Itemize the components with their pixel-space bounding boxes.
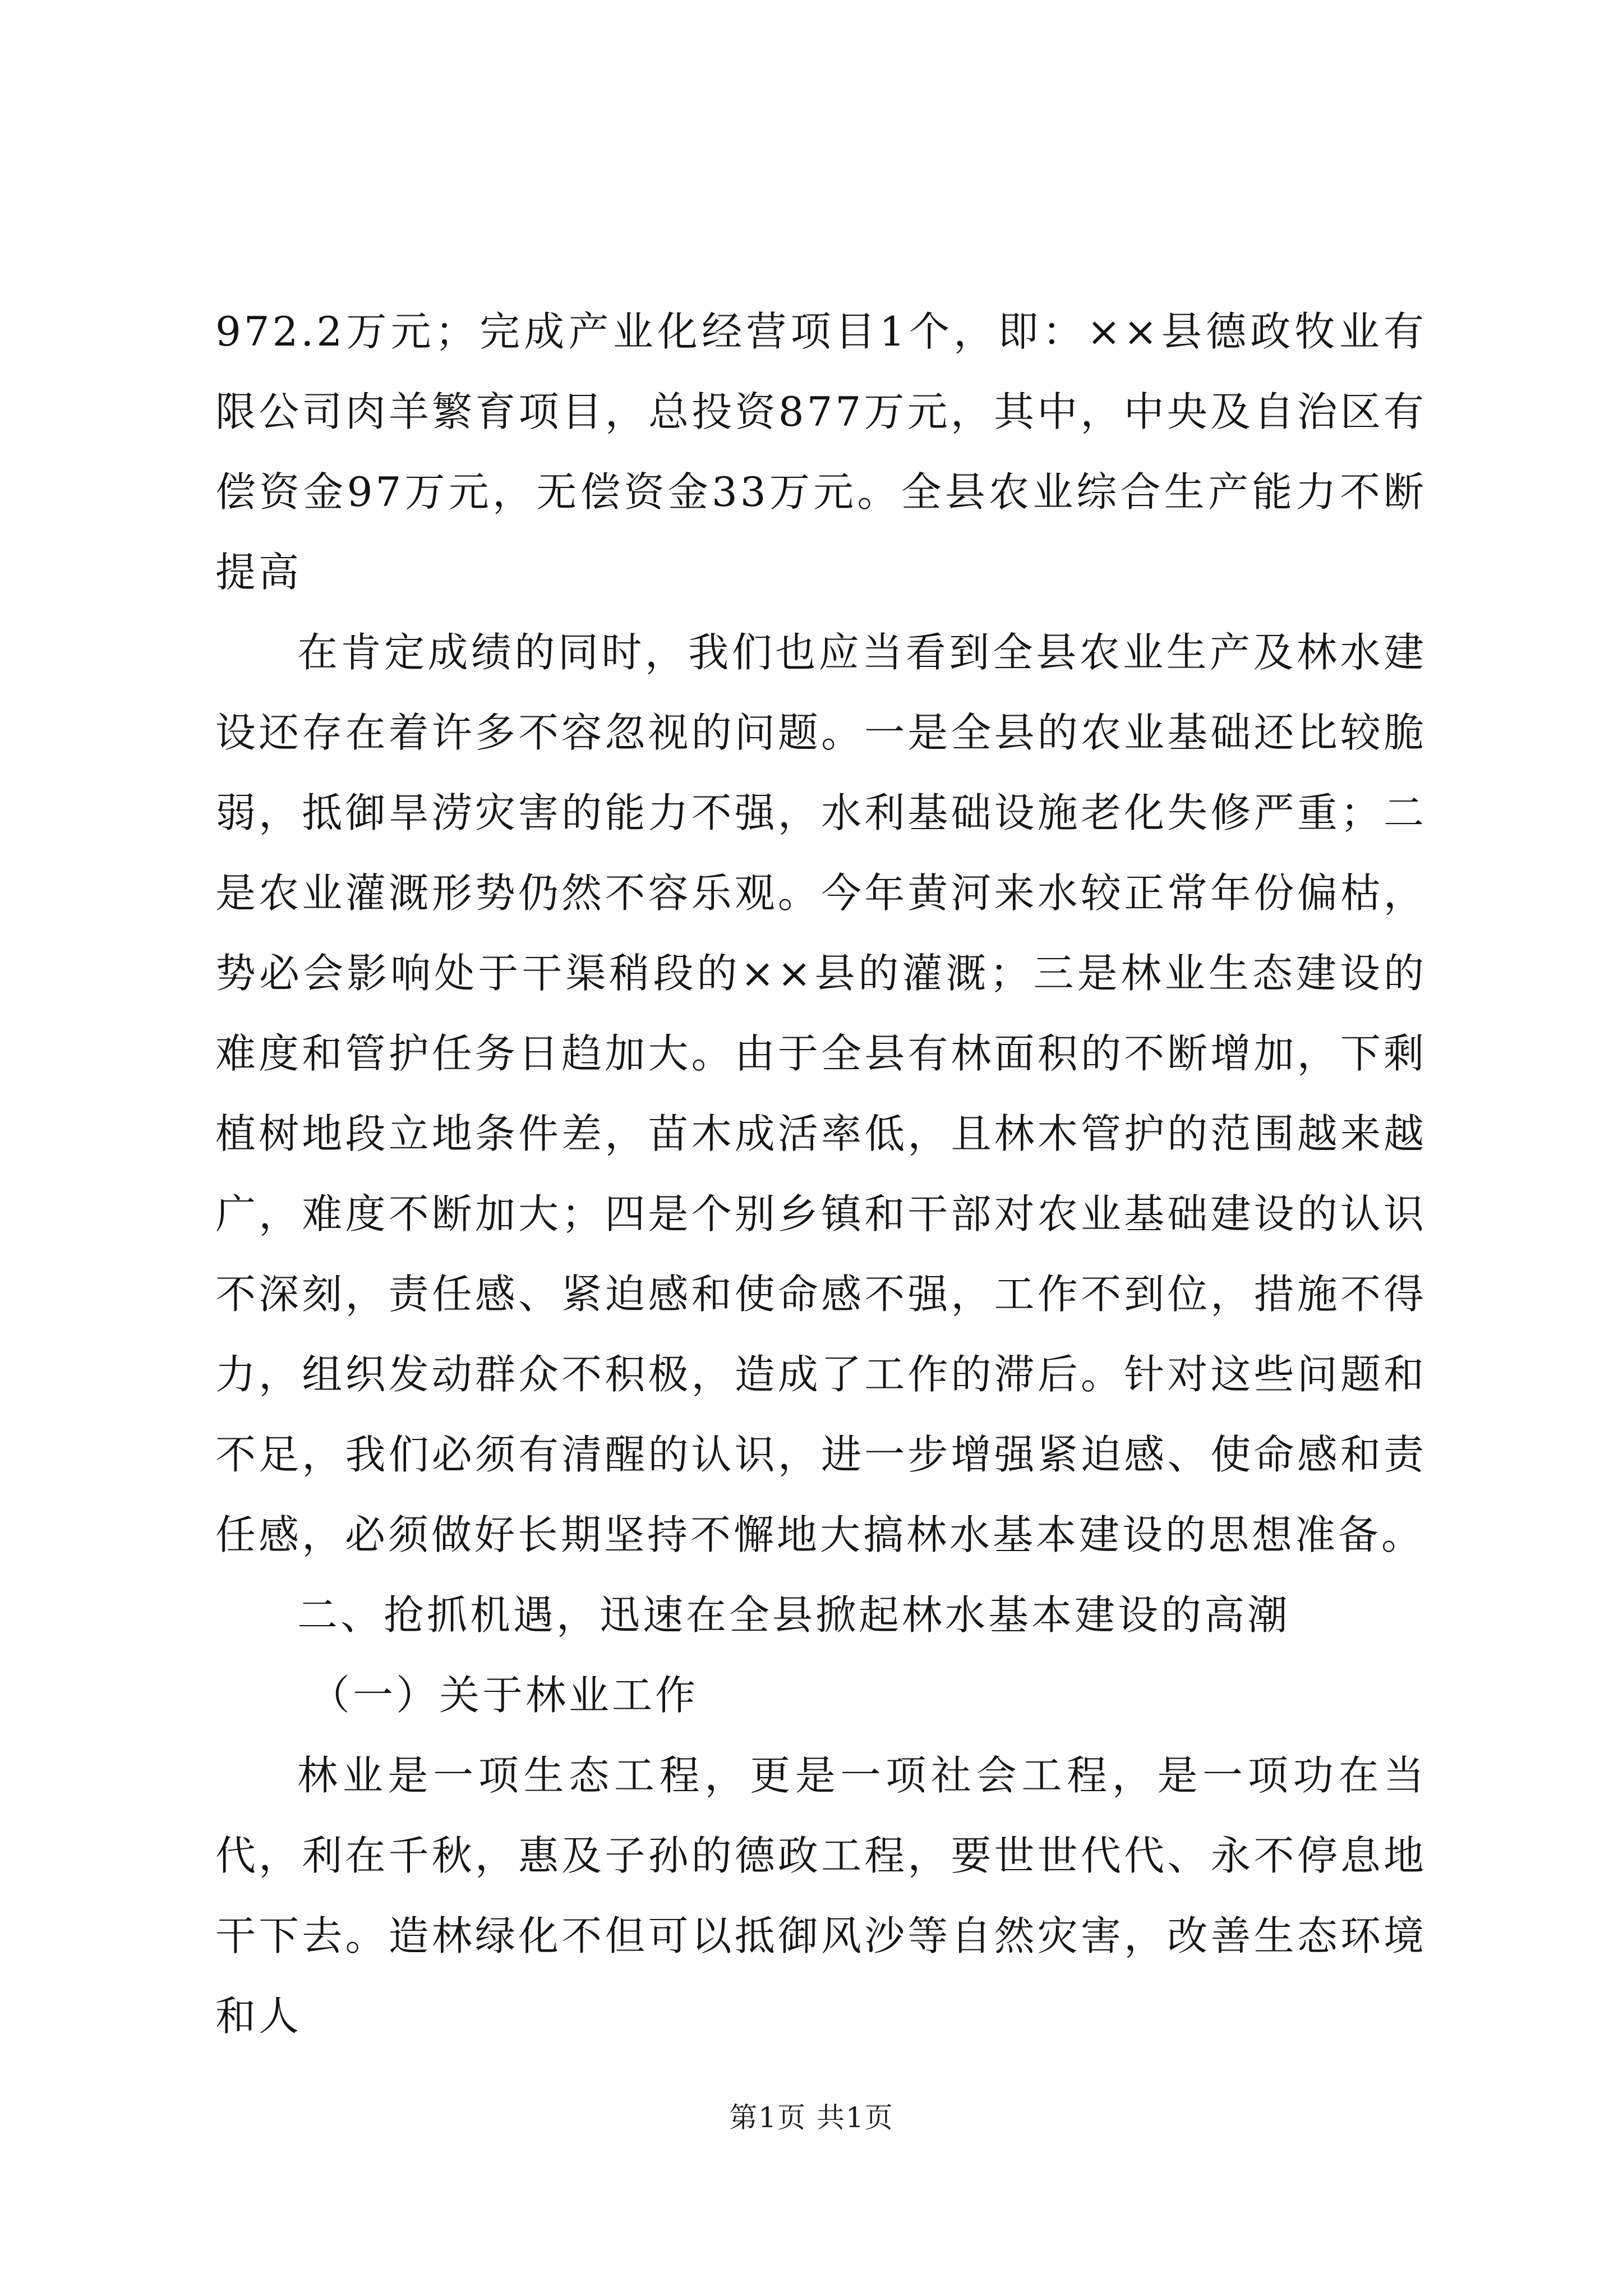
subsection-heading: （一）关于林业工作 <box>310 1672 699 1719</box>
paragraph-project-summary: 972.2万元；完成产业化经营项目1个，即：××县德政牧业有限公司肉羊繁育项目，总投资877万元，其中，中央及自治区有偿资金97万元，无偿资金33万元。全县农业综合生产能力不断提高 <box>215 308 1427 596</box>
paragraph-forestry: 林业是一项生态工程，更是一项社会工程，是一项功在当代，利在千秋，惠及子孙的德政工程，要世世代代、永不停息地干下去。造林绿化不但可以抵御风沙等自然灾害，改善生态环境和人 <box>215 1752 1427 2040</box>
document-body <box>215 292 1427 2056</box>
paragraph-problems: 在肯定成绩的同时，我们也应当看到全县农业生产及林水建设还存在着许多不容忽视的问题。一是全县的农业基础还比较脆弱，抵御旱涝灾害的能力不强，水利基础设施老化失修严重；二是农业灌溉形势仍然不容乐观。今年黄河来水较正常年份偏枯，势必会影响处于干渠稍段的××县的灌溉；三是林业生态建设的难度和管护任务日趋加大。由于全县有林面积的不断增加，下剩植树地段立地条件差，苗木成活率低，且林木管护的范围越来越广，难度不断加大；四是个别乡镇和干部对农业基础建设的认识不深刻，责任感、紧迫感和使命感不强，工作不到位，措施不得力，组织发动群众不积极，造成了工作的滞后。针对这些问题和不足，我们必须有清醒的认识，进一步增强紧迫感、使命感和责任感，必须做好长期坚持不懈地大搞林水基本建设的思想准备。 <box>215 629 1427 1558</box>
page-footer: 第1页 共1页 <box>729 2101 894 2134</box>
section-heading: 二、抢抓机遇，迅速在全县掀起林水基本建设的高潮 <box>297 1591 1291 1639</box>
